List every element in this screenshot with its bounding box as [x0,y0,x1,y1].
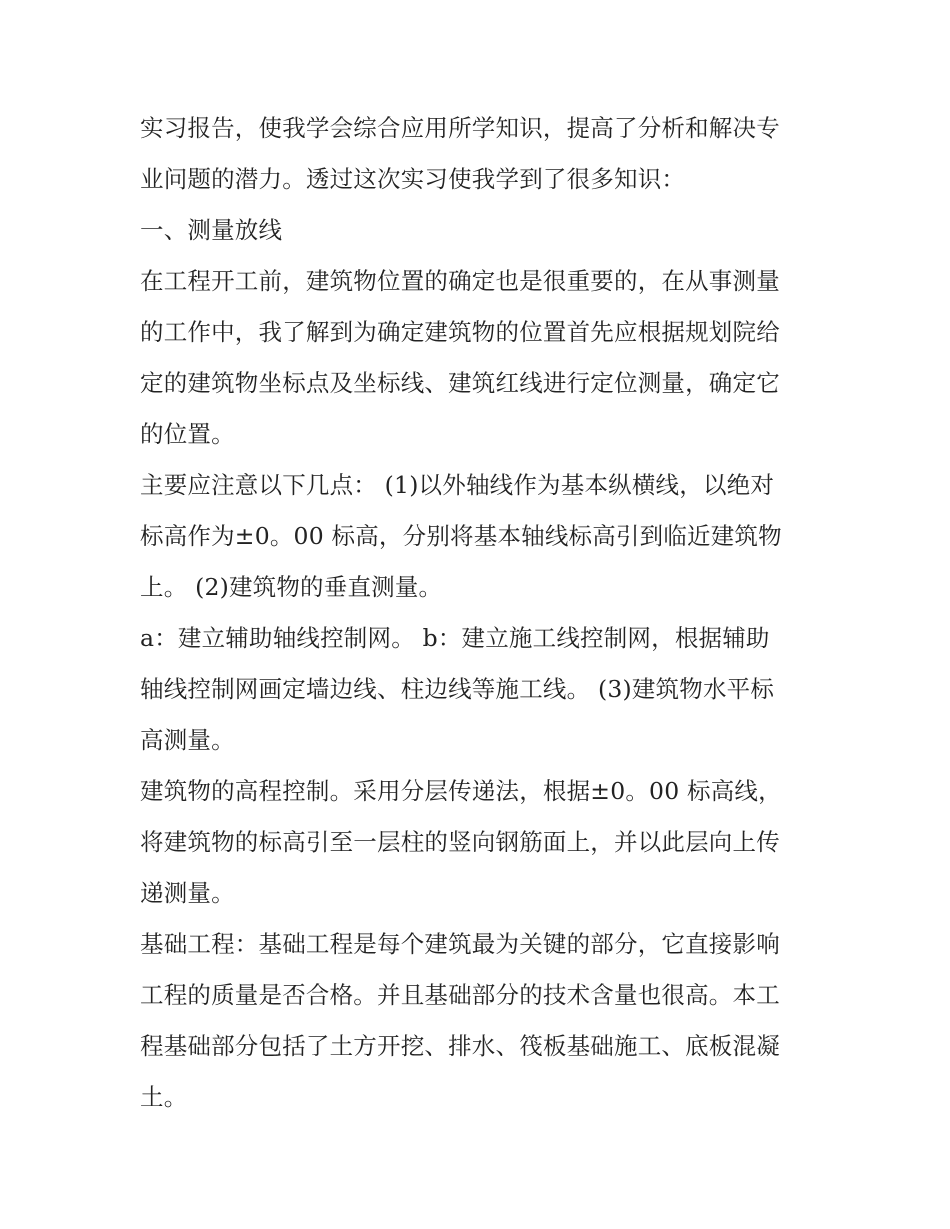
text-line: 程基础部分包括了土方开挖、排水、筏板基础施工、底板混凝 [140,1032,780,1060]
text-line: 标高作为±0。00 标高，分别将基本轴线标高引到临近建筑物 [140,522,782,550]
text-line: 在工程开工前，建筑物位置的确定也是很重要的，在从事测量 [140,267,780,295]
text-line: 实习报告，使我学会综合应用所学知识，提高了分析和解决专 [140,114,780,142]
text-line: 建筑物的高程控制。采用分层传递法，根据±0。00 标高线， [140,777,782,805]
text-line: 递测量。 [140,879,235,907]
text-line: 轴线控制网画定墙边线、柱边线等施工线。 (3)建筑物水平标 [140,675,775,703]
text-line: 主要应注意以下几点： (1)以外轴线作为基本纵横线，以绝对 [140,471,775,499]
text-line: 高测量。 [140,726,235,754]
text-line: 将建筑物的标高引至一层柱的竖向钢筋面上，并以此层向上传 [140,828,780,856]
text-line: 的工作中，我了解到为确定建筑物的位置首先应根据规划院给 [140,318,780,346]
text-line: 基础工程：基础工程是每个建筑最为关键的部分，它直接影响 [140,930,780,958]
text-line: 工程的质量是否合格。并且基础部分的技术含量也很高。本工 [140,981,780,1009]
document-body [140,103,820,1123]
text-line: 业问题的潜力。透过这次实习使我学到了很多知识： [140,165,686,193]
text-line: 的位置。 [140,420,235,448]
text-line: 上。 (2)建筑物的垂直测量。 [140,573,443,601]
text-line: a：建立辅助轴线控制网。 b：建立施工线控制网，根据辅助 [140,624,770,652]
section-heading: 一、测量放线 [140,216,283,244]
text-line: 土。 [140,1083,188,1111]
text-line: 定的建筑物坐标点及坐标线、建筑红线进行定位测量，确定它 [140,369,780,397]
